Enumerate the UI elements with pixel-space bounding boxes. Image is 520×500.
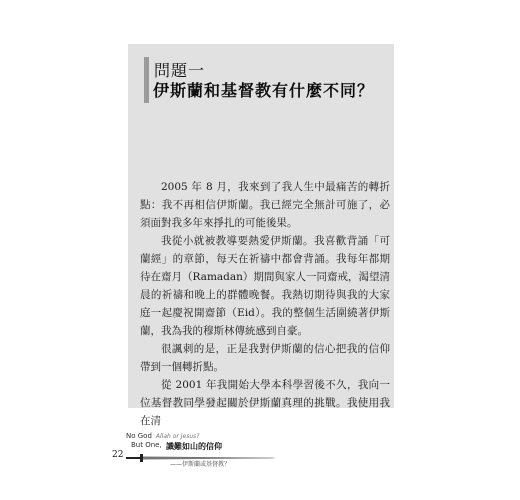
footer-chinese-title: 識難如山的信仰: [166, 442, 222, 451]
footer-english-title-line-1: [126, 432, 199, 440]
page-number: 22: [112, 450, 124, 460]
footer-english-title-line-2: But One,: [131, 441, 162, 449]
body-text: [140, 178, 390, 430]
footer-subtitle: ——伊斯蘭或基督教？: [170, 461, 231, 468]
paragraph-4: 從 2001 年我開始大學本科學習後不久，我向一位基督教同學發起關於伊斯蘭真理的挑戰。我使用我在清: [140, 379, 390, 427]
footer-english-italic: Allah or Jesus?: [155, 433, 200, 440]
paragraph-2: 我從小就被教導要熱愛伊斯蘭。我喜歡背誦「可蘭經」的章節，每天在祈禱中都會背誦。我每年都期待在齋月（Ramadan）期間與家人一同齋戒，渴望清晨的祈禱和晚上的群體晚餐。我熱切期待與我的大家庭一起慶祝開齋節（Eid）。我的整個生活圍繞著伊斯蘭，我為我的穆斯林傳統感到自豪。: [140, 235, 390, 337]
chapter-title: 伊斯蘭和基督教有什麼不同？: [153, 81, 375, 100]
footer-english-word-1: No God: [126, 432, 152, 440]
chapter-label: 問題一: [154, 61, 206, 80]
title-accent-bar: [144, 57, 149, 103]
page-footer: [112, 432, 302, 478]
paragraph-3: 很諷刺的是，正是我對伊斯蘭的信心把我的信仰帶到一個轉折點。: [140, 343, 390, 373]
paragraph-1: 2005 年 8 月，我來到了我人生中最痛苦的轉折點：我不再相信伊斯蘭。我已經完全無計可施了，必須面對我多年來掙扎的可能後果。: [140, 181, 390, 229]
